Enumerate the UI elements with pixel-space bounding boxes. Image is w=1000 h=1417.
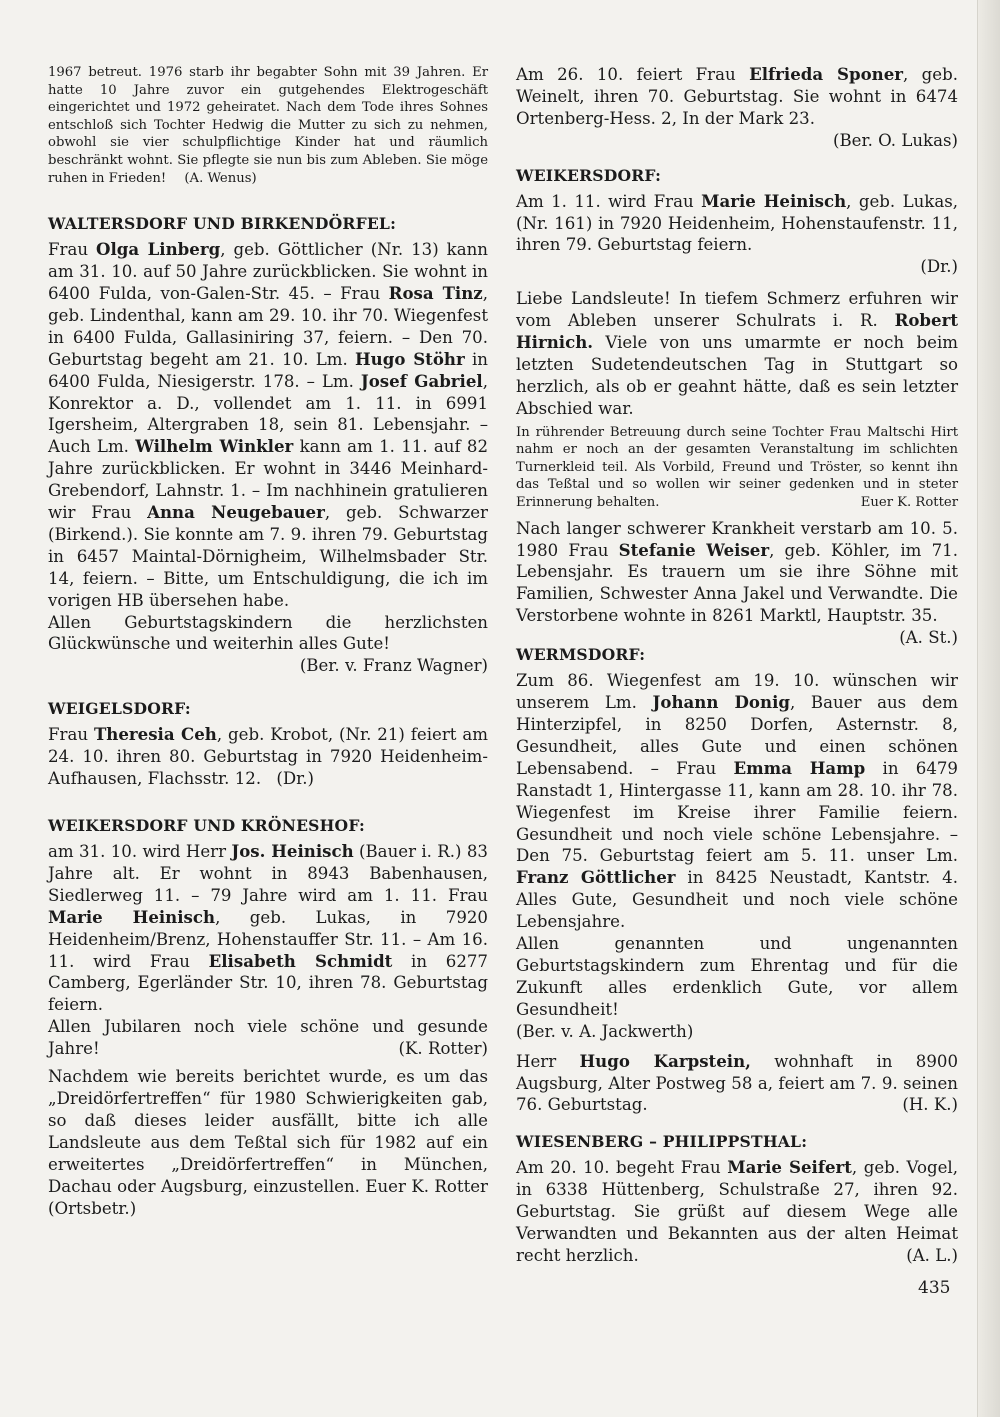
person-name: Stefanie Weiser <box>618 539 770 560</box>
person-name: Theresia Ceh <box>93 724 217 745</box>
hirnich-small-paragraph: In rührender Betreuung durch seine Tochter Frau Maltschi Hirt nahm er noch an der gesamten Veranstaltung im schlichten Turnerkleid teil. Als Vorbild, Freund und Tröster, so kennt ihn das Teßtal und so wollen wir seiner gedenken und in steter Erinnerung behalten. Euer K. Rotter <box>516 424 958 511</box>
person-name: Emma Hamp <box>733 757 866 778</box>
person-name: Hugo Stöhr <box>355 348 465 369</box>
person-name: Olga Linberg <box>96 239 221 260</box>
left-column <box>48 64 488 1219</box>
waltersdorf-paragraph: Frau Olga Linberg, geb. Göttlicher (Nr. 13) kann am 31. 10. auf 50 Jahre zurückblicken. Sie wohnt in 6400 Fulda, von-Galen-Str. 45. – Frau Rosa Tinz, geb. Lindenthal, kann am 29. 10. ihr 70. Wiegenfest in 6400 Fulda, Gallasiniring 37, feiern. – Den 70. Geburtstag begeht am 21. 10. Lm. Hugo Stöhr in 6400 Fulda, Niesigerstr. 178. – Lm. Josef Gabriel, Konrektor a. D., vollendet am 1. 11. in 6991 Igersheim, Altergraben 18, sein 81. Lebensjahr. – Auch Lm. Wilhelm Winkler kann am 1. 11. auf 82 Jahre zurückblicken. Er wohnt in 3446 Meinhard-Grebendorf, Lahnstr. 1. – Im nachhinein gratulieren wir Frau Anna Neugebauer, geb. Schwarzer (Birkend.). Sie konnte am 7. 9. ihren 79. Geburtstag in 6457 Maintal-Dörnigheim, Wilhelmsbader Str. 14, feiern. – Bitte, um Entschuldigung, die ich im vorigen HB übersehen habe. <box>48 239 488 610</box>
person-name: Elisabeth Schmidt <box>208 950 393 971</box>
person-name: Johann Donig <box>652 692 790 713</box>
person-name: Franz Göttlicher <box>516 867 676 888</box>
hirnich-signature: Euer K. Rotter <box>860 495 958 511</box>
heading-waltersdorf: WALTERSDORF UND BIRKENDÖRFEL: <box>48 214 397 234</box>
weigelsdorf-signature: (Dr.) <box>276 769 315 789</box>
sponer-signature: (Ber. O. Lukas) <box>833 130 958 150</box>
heading-wiesenberg: WIESENBERG – PHILIPPSTHAL: <box>516 1132 808 1152</box>
weikersdorf-kroneshof-paragraph: am 31. 10. wird Herr Jos. Heinisch (Bauer i. R.) 83 Jahre alt. Er wohnt in 8943 Babenhausen, Siedlerweg 11. – 79 Jahre wird am 1. 11. Frau Marie Heinisch, geb. Lukas, in 7920 Heidenheim/Brenz, Hohenstauffer Str. 11. – Am 16. 11. wird Frau Elisabeth Schmidt in 6277 Camberg, Egerländer Str. 10, ihren 78. Geburtstag feiern. <box>48 841 488 1015</box>
right-column <box>516 64 958 1267</box>
weiser-signature: (A. St.) <box>899 628 958 648</box>
sponer-paragraph: Am 26. 10. feiert Frau Elfrieda Sponer, geb. Weinelt, ihren 70. Geburtstag. Sie wohnt in 6474 Ortenberg-Hess. 2, In der Mark 23. <box>516 64 959 128</box>
person-name: Rosa Tinz <box>388 282 483 303</box>
hirnich-paragraph: Liebe Landsleute! In tiefem Schmerz erfuhren wir vom Ableben unserer Schulrats i. R. Robert Hirnich. Viele von uns umarmte er noch beim letzten Sudetendeutschen Tag in Stuttgart so herzlich, als ob er geahnt hätte, daß es sein letzter Abschied war. <box>516 289 958 418</box>
waltersdorf-signature: (Ber. v. Franz Wagner) <box>299 656 488 676</box>
wermsdorf-paragraph: Zum 86. Wiegenfest am 19. 10. wünschen wir unserem Lm. Johann Donig, Bauer aus dem Hinterzipfel, in 8250 Dorfen, Asternstr. 8, Gesundheit, alles Gute und einen schönen Lebensabend. – Frau Emma Hamp in 6479 Ranstadt 1, Hintergasse 11, kann am 28. 10. ihr 78. Wiegenfest im Kreise ihrer Familie feiern. Gesundheit und noch viele schöne Lebensjahre. – Den 75. Geburtstag feiert am 5. 11. unser Lm. Franz Göttlicher in 8425 Neustadt, Kantstr. 4. Alles Gute, Gesundheit und noch viele schöne Lebensjahre. <box>516 671 959 932</box>
heading-weigelsdorf: WEIGELSDORF: <box>48 699 191 719</box>
dreidoerfertreffen-notice: Nachdem wie bereits berichtet wurde, es um das „Dreidörfertreffen“ für 1980 Schwierigkeiten gab, so daß dieses leider ausfällt, bitte ich alle Landsleute aus dem Teßtal sich für 1982 auf ein erweitertes „Dreidörfertreffen“ in München, Dachau oder Augsburg, einzustellen. Euer K. Rotter (Ortsbetr.) <box>48 1067 488 1218</box>
person-name: Jos. Heinisch <box>231 841 354 861</box>
wermsdorf-closing: Allen genannten und ungenannten Geburtstagskindern zum Ehrentag und für die Zukunft alles erdenklich Gute, vor allem Gesundheit! <box>516 934 958 1019</box>
person-name: Marie Heinisch <box>701 190 847 211</box>
weikersdorf-signature: (Dr.) <box>920 257 958 277</box>
karpstein-paragraph: Herr Hugo Karpstein, wohnhaft in 8900 Augsburg, Alter Postweg 58 a, feiert am 7. 9. seinen 76. Geburtstag. (H. K.) <box>516 1050 959 1115</box>
weigelsdorf-paragraph: Frau Theresia Ceh, geb. Krobot, (Nr. 21) feiert am 24. 10. ihren 80. Geburtstag in 7920 Heidenheim-Aufhausen, Flachsstr. 12. (Dr.) <box>48 724 489 789</box>
weikersdorf-kroneshof-closing: Allen Jubilaren noch viele schöne und gesunde Jahre! (K. Rotter) <box>48 1017 488 1059</box>
wermsdorf-signature: (Ber. v. A. Jackwerth) <box>516 1021 694 1041</box>
person-name: Hugo Karpstein, <box>579 1050 751 1071</box>
wiesenberg-signature: (A. L.) <box>906 1245 958 1265</box>
heading-weikersdorf-kroneshof: WEIKERSDORF UND KRÖNESHOF: <box>48 816 366 835</box>
person-name: Marie Heinisch <box>48 906 216 927</box>
wiesenberg-paragraph: Am 20. 10. begeht Frau Marie Seifert, geb. Vogel, in 6338 Hüttenberg, Schulstraße 27, ihren 92. Geburtstag. Sie grüßt auf diesem Wege alle Verwandten und Bekannten aus der alten Heimat recht herzlich. (A. L.) <box>516 1157 959 1265</box>
weiser-paragraph: Nach langer schwerer Krankheit verstarb am 10. 5. 1980 Frau Stefanie Weiser, geb. Köhler, im 71. Lebensjahr. Es trauern um sie ihre Söhne mit Familien, Schwester Anna Jakel und Verwandte. Die Verstorbene wohnte in 8261 Marktl, Hauptstr. 35. (A. St.) <box>516 518 958 648</box>
person-name: Wilhelm Winkler <box>135 436 294 457</box>
intro-paragraph: 1967 betreut. 1976 starb ihr begabter Sohn mit 39 Jahren. Er hatte 10 Jahre zuvor ein gutgehendes Elektrogeschäft eingerichtet und 1972 geheiratet. Nach dem Tode ihres Sohnes entschloß sich Tochter Hedwig die Mutter zu sich zu nehmen, obwohl sie vier schulpflichtige Kinder hat und räumlich beschränkt wohnt. Sie pflegte sie nun bis zum Ableben. Sie möge ruhen in Frieden! (A. Wenus) <box>48 65 488 186</box>
page-number: 435 <box>918 1278 951 1298</box>
weikersdorf-kroneshof-signature: (K. Rotter) <box>398 1039 488 1059</box>
person-name: Robert Hirnich. <box>516 310 958 353</box>
heading-wermsdorf: WERMSDORF: <box>516 645 646 665</box>
intro-signature: (A. Wenus) <box>184 170 257 186</box>
heading-weikersdorf: WEIKERSDORF: <box>516 165 662 185</box>
weikersdorf-paragraph: Am 1. 11. wird Frau Marie Heinisch, geb. Lukas, (Nr. 161) in 7920 Heidenheim, Hohenstaufenstr. 11, ihren 79. Geburtstag feiern. <box>516 190 959 255</box>
person-name: Anna Neugebauer <box>147 502 325 523</box>
person-name: Elfrieda Sponer <box>749 64 904 84</box>
karpstein-signature: (H. K.) <box>902 1095 958 1115</box>
person-name: Josef Gabriel <box>360 370 483 391</box>
waltersdorf-closing: Allen Geburtstagskindern die herzlichsten Glückwünsche und weiterhin alles Gute! <box>48 612 488 654</box>
person-name: Marie Seifert <box>727 1157 852 1178</box>
page-edge <box>977 0 1000 1417</box>
